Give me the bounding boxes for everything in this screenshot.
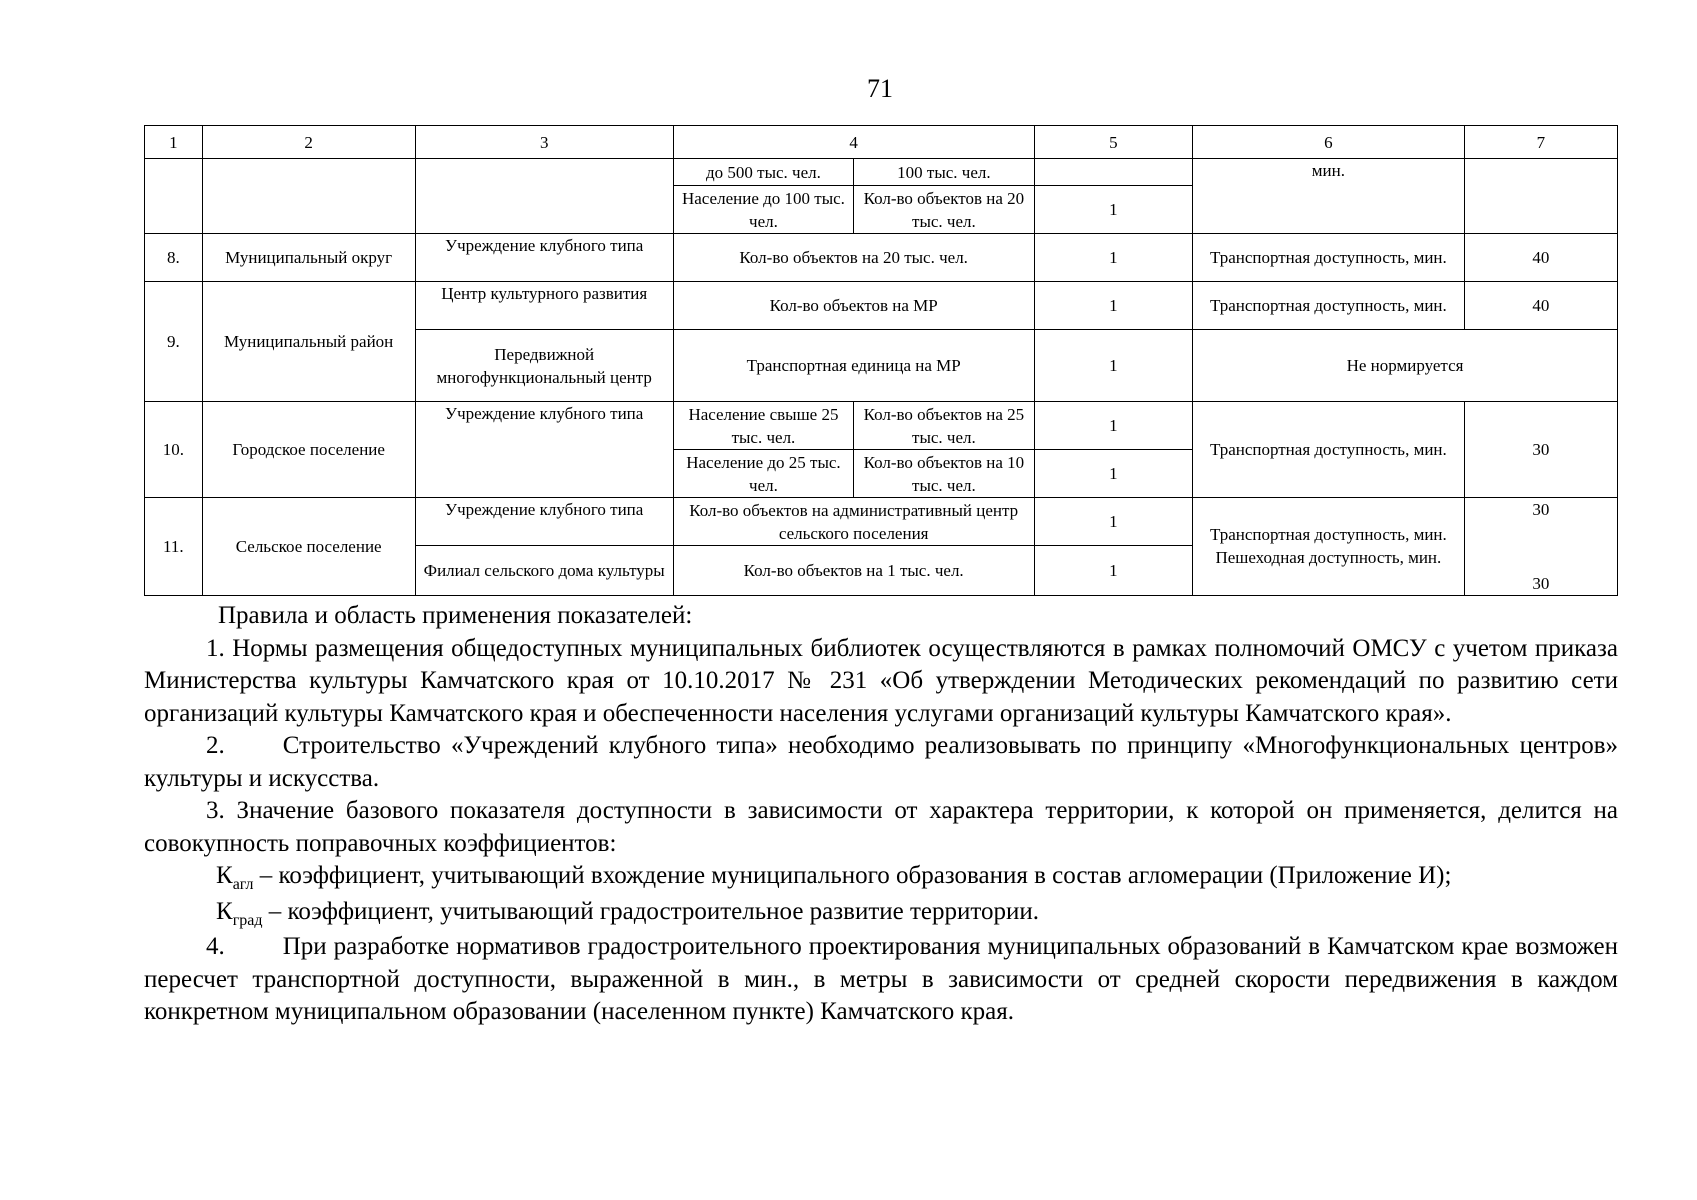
cell-num	[145, 159, 203, 234]
cell-norm: Кол-во объектов на МР	[673, 282, 1034, 330]
cell-norm: Кол-во объектов на 20 тыс. чел.	[854, 186, 1034, 234]
rule-item-2-number: 2.	[206, 732, 225, 759]
cell-num: 8.	[145, 234, 203, 282]
table-row	[145, 159, 1618, 186]
cell-minutes: 30	[1464, 498, 1617, 546]
table-row	[145, 282, 1618, 330]
col-header-1: 1	[145, 126, 203, 159]
cell-num: 9.	[145, 282, 203, 402]
cell-access: Транспортная доступность, мин.	[1193, 282, 1465, 330]
cell-population: до 500 тыс. чел.	[673, 159, 853, 186]
col-header-7: 7	[1464, 126, 1617, 159]
coefficient-description: – коэффициент, учитывающий градостроительное развитие территории.	[262, 897, 1039, 925]
cell-norm: Кол-во объектов на 25 тыс. чел.	[854, 402, 1034, 450]
cell-population: Население до 100 тыс. чел.	[673, 186, 853, 234]
cell-norm: Кол-во объектов на административный центр сельского поселения	[673, 498, 1034, 546]
cell-minutes: 40	[1464, 282, 1617, 330]
rule-item-4-text: При разработке нормативов градостроительного проектирования муниципальных образований в Камчатском крае возможен пересчет транспортной доступности, выраженной в мин., в метры в зависимости от средней скорости передвижения в каждом конкретном муниципальном образовании (населенном пункте) Камчатского края.	[144, 933, 1618, 1025]
rule-item-4-number: 4.	[206, 933, 225, 960]
coefficient-subscript: град	[232, 911, 263, 929]
cell-norm: Транспортная единица на МР	[673, 330, 1034, 402]
rules-heading: Правила и область применения показателей:	[218, 602, 693, 629]
cell-facility: Учреждение клубного типа	[415, 498, 673, 546]
cell-num: 10.	[145, 402, 203, 498]
page-number: 71	[867, 74, 893, 103]
cell-population: Население свыше 25 тыс. чел.	[673, 402, 853, 450]
cell-facility: Учреждение клубного типа	[415, 234, 673, 282]
cell-value: 1	[1034, 546, 1192, 596]
cell-value	[1034, 159, 1192, 186]
cell-minutes: 30	[1464, 546, 1617, 596]
table-row	[145, 402, 1618, 450]
table-row	[145, 234, 1618, 282]
cell-num: 11.	[145, 498, 203, 596]
cell-access: Пешеходная доступность, мин.	[1193, 546, 1465, 596]
cell-population: Население до 25 тыс. чел.	[673, 450, 853, 498]
cell-type: Сельское поселение	[202, 498, 415, 596]
col-header-4: 4	[673, 126, 1034, 159]
cell-minutes: 40	[1464, 234, 1617, 282]
col-header-3: 3	[415, 126, 673, 159]
cell-value: 1	[1034, 450, 1192, 498]
cell-value: 1	[1034, 498, 1192, 546]
cell-type	[202, 159, 415, 234]
coefficient-subscript: агл	[232, 876, 254, 893]
cell-minutes	[1464, 159, 1617, 234]
cell-access: мин.	[1193, 159, 1465, 234]
cell-facility	[415, 159, 673, 234]
coefficient-symbol: К	[216, 897, 233, 925]
coefficient-agl	[144, 860, 1618, 896]
rule-item-2-text: Строительство «Учреждений клубного типа» необходимо реализовывать по принципу «Многофункциональных центров» культуры и искусства.	[144, 732, 1618, 792]
cell-norm: Кол-во объектов на 1 тыс. чел.	[673, 546, 1034, 596]
cell-type: Муниципальный округ	[202, 234, 415, 282]
coefficient-description: – коэффициент, учитывающий вхождение муниципального образования в состав агломерации (Приложение И);	[253, 862, 1452, 889]
cell-facility: Филиал сельского дома культуры	[415, 546, 673, 596]
cell-value: 1	[1034, 330, 1192, 402]
rule-item-3: 3. Значение базового показателя доступности в зависимости от характера территории, к которой он применяется, делится на совокупность поправочных коэффициентов:	[144, 797, 1618, 857]
cell-norm: 100 тыс. чел.	[854, 159, 1034, 186]
rule-item-4	[144, 931, 1618, 1029]
cell-access: Не нормируется	[1193, 330, 1618, 402]
cell-value: 1	[1034, 234, 1192, 282]
col-header-5: 5	[1034, 126, 1192, 159]
table-row	[145, 498, 1618, 546]
cell-access: Транспортная доступность, мин.	[1193, 402, 1465, 498]
cell-norm: Кол-во объектов на 10 тыс. чел.	[854, 450, 1034, 498]
cell-facility: Учреждение клубного типа	[415, 402, 673, 498]
cell-norm: Кол-во объектов на 20 тыс. чел.	[673, 234, 1034, 282]
cell-access: Транспортная доступность, мин.	[1193, 498, 1465, 546]
rule-item-2	[144, 730, 1618, 795]
coefficient-symbol: К	[216, 862, 233, 889]
cell-type: Городское поселение	[202, 402, 415, 498]
cell-facility: Передвижной многофункциональный центр	[415, 330, 673, 402]
col-header-2: 2	[202, 126, 415, 159]
rules-section	[144, 600, 1618, 1029]
rule-item-1: 1. Нормы размещения общедоступных муниципальных библиотек осуществляются в рамках полномочий ОМСУ с учетом приказа Министерства культуры Камчатского края от 10.10.2017 № 231 «Об утверждении Методических рекомендаций по развитию сети организаций культуры Камчатского края и обеспеченности населения услугами организаций культуры Камчатского края».	[144, 634, 1618, 727]
col-header-6: 6	[1193, 126, 1465, 159]
cell-value: 1	[1034, 402, 1192, 450]
cell-value: 1	[1034, 186, 1192, 234]
coefficient-grad	[144, 896, 1618, 932]
cell-minutes: 30	[1464, 402, 1617, 498]
cell-facility: Центр культурного развития	[415, 282, 673, 330]
cell-access: Транспортная доступность, мин.	[1193, 234, 1465, 282]
norms-table	[144, 125, 1618, 596]
header-row	[145, 126, 1618, 159]
cell-type: Муниципальный район	[202, 282, 415, 402]
cell-value: 1	[1034, 282, 1192, 330]
